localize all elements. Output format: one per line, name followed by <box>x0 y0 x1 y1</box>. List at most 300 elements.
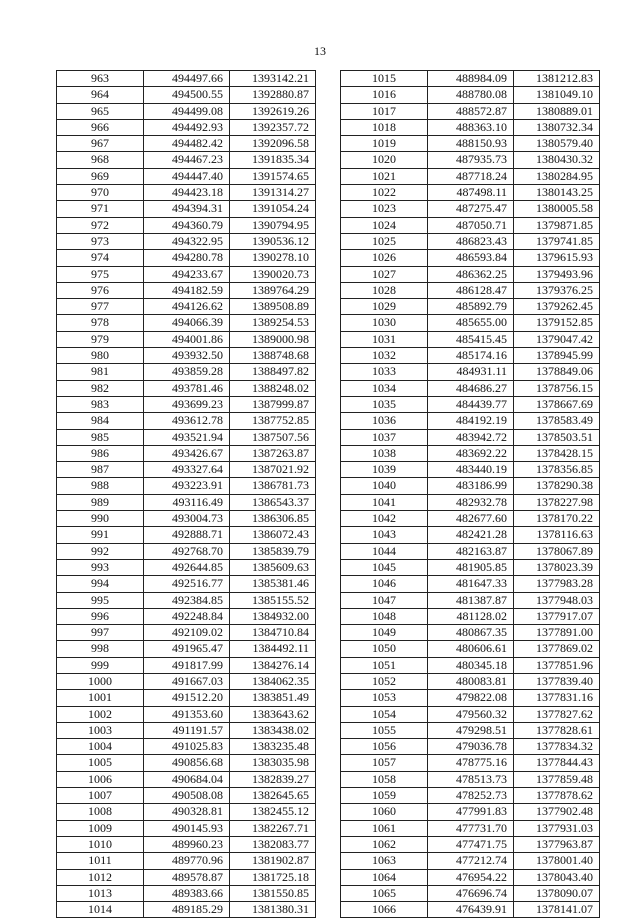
point-number-cell: 1019 <box>341 136 428 152</box>
table-row <box>341 673 600 689</box>
x-coordinate-cell: 479822.08 <box>428 690 514 706</box>
point-number-cell: 1027 <box>341 266 428 282</box>
point-number-cell: 1028 <box>341 282 428 298</box>
table-row <box>341 71 600 87</box>
y-coordinate-cell: 1391314.27 <box>230 185 316 201</box>
point-number-cell: 970 <box>57 185 144 201</box>
x-coordinate-cell: 484931.11 <box>428 364 514 380</box>
x-coordinate-cell: 485415.45 <box>428 331 514 347</box>
x-coordinate-cell: 492768.70 <box>144 543 230 559</box>
x-coordinate-cell: 494482.42 <box>144 136 230 152</box>
x-coordinate-cell: 487498.11 <box>428 185 514 201</box>
table-row <box>57 168 316 184</box>
x-coordinate-cell: 494233.67 <box>144 266 230 282</box>
y-coordinate-cell: 1378849.06 <box>514 364 600 380</box>
x-coordinate-cell: 493612.78 <box>144 413 230 429</box>
y-coordinate-cell: 1389764.29 <box>230 282 316 298</box>
point-number-cell: 1050 <box>341 641 428 657</box>
y-coordinate-cell: 1384710.84 <box>230 625 316 641</box>
y-coordinate-cell: 1390020.73 <box>230 266 316 282</box>
point-number-cell: 969 <box>57 168 144 184</box>
y-coordinate-cell: 1383035.98 <box>230 755 316 771</box>
table-row <box>57 788 316 804</box>
point-number-cell: 1023 <box>341 201 428 217</box>
x-coordinate-cell: 494182.59 <box>144 282 230 298</box>
x-coordinate-cell: 494467.23 <box>144 152 230 168</box>
table-row <box>341 364 600 380</box>
point-number-cell: 1017 <box>341 103 428 119</box>
table-row <box>341 527 600 543</box>
table-row <box>57 494 316 510</box>
table-row <box>57 869 316 885</box>
x-coordinate-cell: 482163.87 <box>428 543 514 559</box>
point-number-cell: 988 <box>57 478 144 494</box>
point-number-cell: 992 <box>57 543 144 559</box>
x-coordinate-cell: 488780.08 <box>428 87 514 103</box>
x-coordinate-cell: 493699.23 <box>144 396 230 412</box>
x-coordinate-cell: 491191.57 <box>144 722 230 738</box>
y-coordinate-cell: 1385609.63 <box>230 559 316 575</box>
table-row <box>57 673 316 689</box>
table-row <box>57 71 316 87</box>
point-number-cell: 1049 <box>341 625 428 641</box>
x-coordinate-cell: 481647.33 <box>428 576 514 592</box>
x-coordinate-cell: 480867.35 <box>428 625 514 641</box>
point-number-cell: 1010 <box>57 836 144 852</box>
table-row <box>57 348 316 364</box>
y-coordinate-cell: 1382839.27 <box>230 771 316 787</box>
point-number-cell: 1059 <box>341 788 428 804</box>
y-coordinate-cell: 1384492.11 <box>230 641 316 657</box>
y-coordinate-cell: 1378067.89 <box>514 543 600 559</box>
y-coordinate-cell: 1378667.69 <box>514 396 600 412</box>
table-row <box>57 641 316 657</box>
x-coordinate-cell: 486362.25 <box>428 266 514 282</box>
point-number-cell: 968 <box>57 152 144 168</box>
point-number-cell: 999 <box>57 657 144 673</box>
table-row <box>57 462 316 478</box>
point-number-cell: 987 <box>57 462 144 478</box>
x-coordinate-cell: 487275.47 <box>428 201 514 217</box>
point-number-cell: 1029 <box>341 299 428 315</box>
x-coordinate-cell: 494322.95 <box>144 233 230 249</box>
table-row <box>341 559 600 575</box>
y-coordinate-cell: 1377828.61 <box>514 722 600 738</box>
y-coordinate-cell: 1378227.98 <box>514 494 600 510</box>
x-coordinate-cell: 480345.18 <box>428 657 514 673</box>
point-number-cell: 1012 <box>57 869 144 885</box>
y-coordinate-cell: 1379615.93 <box>514 250 600 266</box>
page-number: 13 <box>314 44 326 58</box>
point-number-cell: 1045 <box>341 559 428 575</box>
y-coordinate-cell: 1381380.31 <box>230 902 316 918</box>
point-number-cell: 1060 <box>341 804 428 820</box>
x-coordinate-cell: 493426.67 <box>144 445 230 461</box>
y-coordinate-cell: 1378116.63 <box>514 527 600 543</box>
table-row <box>341 429 600 445</box>
y-coordinate-cell: 1379741.85 <box>514 233 600 249</box>
x-coordinate-cell: 488363.10 <box>428 119 514 135</box>
y-coordinate-cell: 1382455.12 <box>230 804 316 820</box>
point-number-cell: 994 <box>57 576 144 592</box>
point-number-cell: 1051 <box>341 657 428 673</box>
table-row <box>57 380 316 396</box>
point-number-cell: 995 <box>57 592 144 608</box>
table-row <box>341 690 600 706</box>
point-number-cell: 985 <box>57 429 144 445</box>
x-coordinate-cell: 493932.50 <box>144 348 230 364</box>
x-coordinate-cell: 482932.78 <box>428 494 514 510</box>
x-coordinate-cell: 494423.18 <box>144 185 230 201</box>
point-number-cell: 1043 <box>341 527 428 543</box>
point-number-cell: 1056 <box>341 739 428 755</box>
table-row <box>57 755 316 771</box>
point-number-cell: 1046 <box>341 576 428 592</box>
x-coordinate-cell: 491025.83 <box>144 739 230 755</box>
y-coordinate-cell: 1381725.18 <box>230 869 316 885</box>
point-number-cell: 1026 <box>341 250 428 266</box>
table-row <box>57 902 316 918</box>
table-row <box>341 331 600 347</box>
table-row <box>341 755 600 771</box>
y-coordinate-cell: 1377931.03 <box>514 820 600 836</box>
y-coordinate-cell: 1386781.73 <box>230 478 316 494</box>
table-row <box>341 625 600 641</box>
y-coordinate-cell: 1386072.43 <box>230 527 316 543</box>
x-coordinate-cell: 494499.08 <box>144 103 230 119</box>
y-coordinate-cell: 1377948.03 <box>514 592 600 608</box>
x-coordinate-cell: 492248.84 <box>144 608 230 624</box>
y-coordinate-cell: 1385839.79 <box>230 543 316 559</box>
x-coordinate-cell: 485174.16 <box>428 348 514 364</box>
x-coordinate-cell: 476439.91 <box>428 902 514 918</box>
table-row <box>57 853 316 869</box>
x-coordinate-cell: 491512.20 <box>144 690 230 706</box>
table-row <box>57 706 316 722</box>
x-coordinate-cell: 490328.81 <box>144 804 230 820</box>
y-coordinate-cell: 1380005.58 <box>514 201 600 217</box>
point-number-cell: 1020 <box>341 152 428 168</box>
point-number-cell: 1053 <box>341 690 428 706</box>
point-number-cell: 993 <box>57 559 144 575</box>
point-number-cell: 1013 <box>57 885 144 901</box>
point-number-cell: 982 <box>57 380 144 396</box>
x-coordinate-cell: 494497.66 <box>144 71 230 87</box>
y-coordinate-cell: 1378945.99 <box>514 348 600 364</box>
table-row <box>341 722 600 738</box>
table-row <box>341 168 600 184</box>
x-coordinate-cell: 489960.23 <box>144 836 230 852</box>
table-row <box>57 233 316 249</box>
table-row <box>341 885 600 901</box>
point-number-cell: 1002 <box>57 706 144 722</box>
y-coordinate-cell: 1383643.62 <box>230 706 316 722</box>
table-row <box>57 185 316 201</box>
y-coordinate-cell: 1379376.25 <box>514 282 600 298</box>
table-row <box>341 413 600 429</box>
y-coordinate-cell: 1388748.68 <box>230 348 316 364</box>
x-coordinate-cell: 477991.83 <box>428 804 514 820</box>
y-coordinate-cell: 1377891.00 <box>514 625 600 641</box>
y-coordinate-cell: 1379871.85 <box>514 217 600 233</box>
point-number-cell: 966 <box>57 119 144 135</box>
y-coordinate-cell: 1378090.07 <box>514 885 600 901</box>
x-coordinate-cell: 485655.00 <box>428 315 514 331</box>
x-coordinate-cell: 491965.47 <box>144 641 230 657</box>
y-coordinate-cell: 1381212.83 <box>514 71 600 87</box>
y-coordinate-cell: 1377917.07 <box>514 608 600 624</box>
point-number-cell: 983 <box>57 396 144 412</box>
y-coordinate-cell: 1384276.14 <box>230 657 316 673</box>
y-coordinate-cell: 1377869.02 <box>514 641 600 657</box>
y-coordinate-cell: 1377902.48 <box>514 804 600 820</box>
x-coordinate-cell: 489185.29 <box>144 902 230 918</box>
table-row <box>57 608 316 624</box>
table-row <box>341 478 600 494</box>
table-row <box>341 136 600 152</box>
y-coordinate-cell: 1386543.37 <box>230 494 316 510</box>
point-number-cell: 1032 <box>341 348 428 364</box>
point-number-cell: 1048 <box>341 608 428 624</box>
y-coordinate-cell: 1378428.15 <box>514 445 600 461</box>
table-row <box>341 494 600 510</box>
table-row <box>341 201 600 217</box>
point-number-cell: 1014 <box>57 902 144 918</box>
point-number-cell: 998 <box>57 641 144 657</box>
y-coordinate-cell: 1393142.21 <box>230 71 316 87</box>
point-number-cell: 975 <box>57 266 144 282</box>
table-row <box>57 559 316 575</box>
x-coordinate-cell: 484192.19 <box>428 413 514 429</box>
x-coordinate-cell: 487050.71 <box>428 217 514 233</box>
y-coordinate-cell: 1386306.85 <box>230 511 316 527</box>
table-row <box>341 266 600 282</box>
x-coordinate-cell: 478252.73 <box>428 788 514 804</box>
point-number-cell: 1031 <box>341 331 428 347</box>
table-row <box>341 315 600 331</box>
x-coordinate-cell: 483692.22 <box>428 445 514 461</box>
y-coordinate-cell: 1377983.28 <box>514 576 600 592</box>
y-coordinate-cell: 1377831.16 <box>514 690 600 706</box>
point-number-cell: 963 <box>57 71 144 87</box>
x-coordinate-cell: 483942.72 <box>428 429 514 445</box>
x-coordinate-cell: 483186.99 <box>428 478 514 494</box>
x-coordinate-cell: 484439.77 <box>428 396 514 412</box>
table-row <box>57 429 316 445</box>
table-row <box>341 282 600 298</box>
table-row <box>57 771 316 787</box>
y-coordinate-cell: 1379262.45 <box>514 299 600 315</box>
point-number-cell: 989 <box>57 494 144 510</box>
table-row <box>57 592 316 608</box>
point-number-cell: 1003 <box>57 722 144 738</box>
point-number-cell: 986 <box>57 445 144 461</box>
y-coordinate-cell: 1385381.46 <box>230 576 316 592</box>
point-number-cell: 1025 <box>341 233 428 249</box>
point-number-cell: 965 <box>57 103 144 119</box>
table-row <box>57 576 316 592</box>
table-row <box>341 250 600 266</box>
x-coordinate-cell: 492516.77 <box>144 576 230 592</box>
x-coordinate-cell: 490508.08 <box>144 788 230 804</box>
table-row <box>57 266 316 282</box>
x-coordinate-cell: 494001.86 <box>144 331 230 347</box>
table-row <box>341 152 600 168</box>
point-number-cell: 973 <box>57 233 144 249</box>
point-number-cell: 1008 <box>57 804 144 820</box>
point-number-cell: 990 <box>57 511 144 527</box>
table-row <box>57 364 316 380</box>
table-row <box>57 820 316 836</box>
x-coordinate-cell: 478775.16 <box>428 755 514 771</box>
table-row <box>341 739 600 755</box>
y-coordinate-cell: 1383235.48 <box>230 739 316 755</box>
y-coordinate-cell: 1377839.40 <box>514 673 600 689</box>
point-number-cell: 1063 <box>341 853 428 869</box>
y-coordinate-cell: 1391054.24 <box>230 201 316 217</box>
point-number-cell: 976 <box>57 282 144 298</box>
y-coordinate-cell: 1382267.71 <box>230 820 316 836</box>
point-number-cell: 1006 <box>57 771 144 787</box>
y-coordinate-cell: 1387752.85 <box>230 413 316 429</box>
y-coordinate-cell: 1380579.40 <box>514 136 600 152</box>
point-number-cell: 1039 <box>341 462 428 478</box>
x-coordinate-cell: 489578.87 <box>144 869 230 885</box>
y-coordinate-cell: 1380889.01 <box>514 103 600 119</box>
x-coordinate-cell: 492109.02 <box>144 625 230 641</box>
point-number-cell: 1037 <box>341 429 428 445</box>
x-coordinate-cell: 486128.47 <box>428 282 514 298</box>
x-coordinate-cell: 494280.78 <box>144 250 230 266</box>
table-row <box>57 103 316 119</box>
x-coordinate-cell: 493521.94 <box>144 429 230 445</box>
table-row <box>341 657 600 673</box>
point-number-cell: 1007 <box>57 788 144 804</box>
point-number-cell: 1057 <box>341 755 428 771</box>
point-number-cell: 979 <box>57 331 144 347</box>
x-coordinate-cell: 486823.43 <box>428 233 514 249</box>
point-number-cell: 981 <box>57 364 144 380</box>
table-row <box>57 511 316 527</box>
point-number-cell: 1015 <box>341 71 428 87</box>
table-row <box>341 511 600 527</box>
point-number-cell: 1038 <box>341 445 428 461</box>
x-coordinate-cell: 481387.87 <box>428 592 514 608</box>
table-row <box>341 576 600 592</box>
table-row <box>57 739 316 755</box>
table-row <box>57 625 316 641</box>
x-coordinate-cell: 490145.93 <box>144 820 230 836</box>
table-row <box>341 462 600 478</box>
x-coordinate-cell: 493781.46 <box>144 380 230 396</box>
x-coordinate-cell: 478513.73 <box>428 771 514 787</box>
table-row <box>341 836 600 852</box>
x-coordinate-cell: 484686.27 <box>428 380 514 396</box>
y-coordinate-cell: 1389000.98 <box>230 331 316 347</box>
table-row <box>341 641 600 657</box>
x-coordinate-cell: 476954.22 <box>428 869 514 885</box>
y-coordinate-cell: 1383851.49 <box>230 690 316 706</box>
point-number-cell: 971 <box>57 201 144 217</box>
table-row <box>341 119 600 135</box>
coordinates-table-left <box>56 70 316 918</box>
x-coordinate-cell: 477471.75 <box>428 836 514 852</box>
y-coordinate-cell: 1388248.02 <box>230 380 316 396</box>
table-row <box>57 527 316 543</box>
point-number-cell: 1054 <box>341 706 428 722</box>
x-coordinate-cell: 480083.81 <box>428 673 514 689</box>
x-coordinate-cell: 482421.28 <box>428 527 514 543</box>
y-coordinate-cell: 1389508.89 <box>230 299 316 315</box>
y-coordinate-cell: 1387263.87 <box>230 445 316 461</box>
table-row <box>57 836 316 852</box>
point-number-cell: 991 <box>57 527 144 543</box>
point-number-cell: 1016 <box>341 87 428 103</box>
x-coordinate-cell: 492384.85 <box>144 592 230 608</box>
x-coordinate-cell: 481128.02 <box>428 608 514 624</box>
point-number-cell: 1035 <box>341 396 428 412</box>
point-number-cell: 1058 <box>341 771 428 787</box>
point-number-cell: 980 <box>57 348 144 364</box>
x-coordinate-cell: 477212.74 <box>428 853 514 869</box>
point-number-cell: 1011 <box>57 853 144 869</box>
y-coordinate-cell: 1377834.32 <box>514 739 600 755</box>
point-number-cell: 1047 <box>341 592 428 608</box>
point-number-cell: 978 <box>57 315 144 331</box>
point-number-cell: 1022 <box>341 185 428 201</box>
point-number-cell: 1021 <box>341 168 428 184</box>
table-row <box>341 380 600 396</box>
y-coordinate-cell: 1390278.10 <box>230 250 316 266</box>
x-coordinate-cell: 494394.31 <box>144 201 230 217</box>
point-number-cell: 964 <box>57 87 144 103</box>
point-number-cell: 1040 <box>341 478 428 494</box>
y-coordinate-cell: 1377878.62 <box>514 788 600 804</box>
y-coordinate-cell: 1378043.40 <box>514 869 600 885</box>
point-number-cell: 984 <box>57 413 144 429</box>
x-coordinate-cell: 492644.85 <box>144 559 230 575</box>
x-coordinate-cell: 491667.03 <box>144 673 230 689</box>
x-coordinate-cell: 477731.70 <box>428 820 514 836</box>
y-coordinate-cell: 1392096.58 <box>230 136 316 152</box>
y-coordinate-cell: 1378023.39 <box>514 559 600 575</box>
table-row <box>341 396 600 412</box>
y-coordinate-cell: 1380284.95 <box>514 168 600 184</box>
table-row <box>341 804 600 820</box>
x-coordinate-cell: 480606.61 <box>428 641 514 657</box>
table-row <box>341 103 600 119</box>
y-coordinate-cell: 1384062.35 <box>230 673 316 689</box>
table-row <box>341 445 600 461</box>
x-coordinate-cell: 486593.84 <box>428 250 514 266</box>
table-row <box>341 608 600 624</box>
x-coordinate-cell: 491353.60 <box>144 706 230 722</box>
x-coordinate-cell: 487935.73 <box>428 152 514 168</box>
y-coordinate-cell: 1378583.49 <box>514 413 600 429</box>
point-number-cell: 1041 <box>341 494 428 510</box>
point-number-cell: 1034 <box>341 380 428 396</box>
x-coordinate-cell: 479036.78 <box>428 739 514 755</box>
point-number-cell: 1009 <box>57 820 144 836</box>
point-number-cell: 972 <box>57 217 144 233</box>
y-coordinate-cell: 1377844.43 <box>514 755 600 771</box>
point-number-cell: 977 <box>57 299 144 315</box>
table-row <box>341 706 600 722</box>
y-coordinate-cell: 1378001.40 <box>514 853 600 869</box>
y-coordinate-cell: 1377827.62 <box>514 706 600 722</box>
point-number-cell: 1033 <box>341 364 428 380</box>
table-row <box>57 445 316 461</box>
